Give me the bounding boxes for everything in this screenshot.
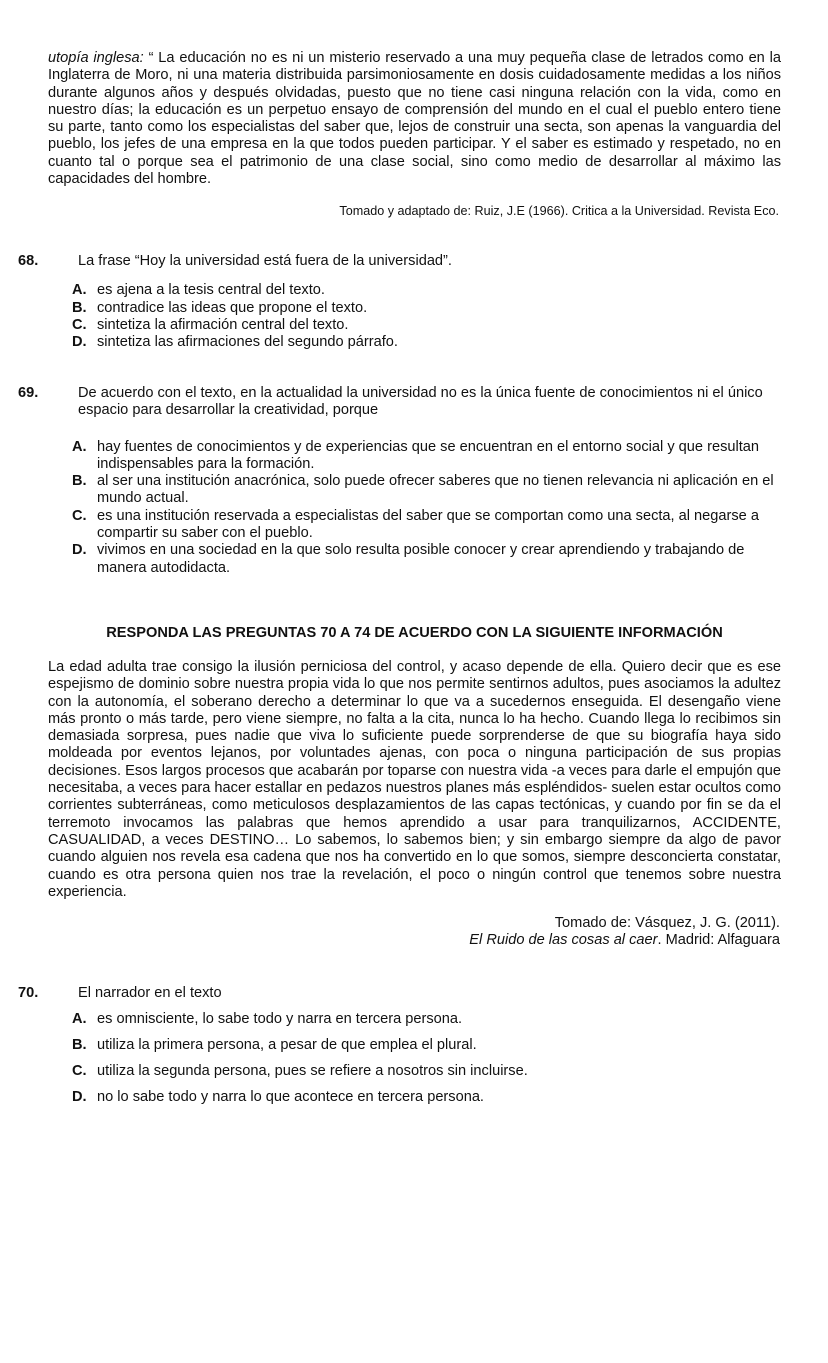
option-letter: B. <box>72 473 87 490</box>
passage-2-source-line-2 <box>48 932 780 949</box>
question-69-number: 69. <box>18 385 39 401</box>
passage-1-source: Tomado y adaptado de: Ruiz, J.E (1966). Critica a la Universidad. Revista Eco. <box>339 204 779 218</box>
option-letter: C. <box>72 507 87 524</box>
question-70-text: El narrador en el texto <box>78 985 222 1001</box>
option-letter: D. <box>72 542 87 559</box>
question-70-option-c[interactable] <box>48 1063 781 1080</box>
passage-2-source <box>48 915 780 950</box>
question-70 <box>18 985 781 1106</box>
option-letter: C. <box>72 1063 87 1080</box>
option-letter: A. <box>72 282 87 299</box>
option-text: es una institución reservada a especialistas del saber que se comportan como una secta, al negarse a compartir su saber con el pueblo. <box>97 507 759 542</box>
option-text: al ser una institución anacrónica, solo puede ofrecer saberes que no tienen relevancia ni aplicación en el mundo actual. <box>97 473 774 507</box>
question-68-option-b[interactable] <box>48 300 781 317</box>
passage-1-italic-lead: utopía inglesa: <box>48 50 144 66</box>
question-69-option-d[interactable] <box>48 542 781 577</box>
option-text: es omnisciente, lo sabe todo y narra en tercera persona. <box>97 1011 463 1028</box>
question-69-option-c[interactable] <box>48 508 781 543</box>
section-heading: RESPONDA LAS PREGUNTAS 70 A 74 DE ACUERDO CON LA SIGUIENTE INFORMACIÓN <box>106 625 723 641</box>
option-letter: C. <box>72 316 87 333</box>
option-letter: A. <box>72 438 87 455</box>
question-70-number: 70. <box>18 985 39 1001</box>
option-text: sintetiza las afirmaciones del segundo párrafo. <box>97 334 398 351</box>
passage-1-text: “ La educación no es ni un misterio reservado a una muy pequeña clase de letrados como en la Inglaterra de Moro, ni una materia distribuida parsimoniosamente en dosis cuidadosamente medidas a los niños durante algunos años y después olvidadas, puesto que no tiene casi ninguna relación con la vida, como en nuestro días; la educación es un perpetuo ensayo de comprensión del mundo en el cual el pueblo entero tiene su parte, tanto como los especialistas del saber que, lejos de construir una secta, son apenas la vanguardia del pueblo, los jefes de una empresa en la que todos pueden participar. Y el saber es estimado y respetado, no en cuanto tal o porque sea el patrimonio de una clase social, sino como medio de desarrollar al máximo las capacidades del hombre. <box>48 50 782 188</box>
question-70-stem <box>18 985 781 1002</box>
question-70-option-a[interactable] <box>48 1011 781 1028</box>
option-text: sintetiza la afirmación central del texto. <box>97 316 349 333</box>
option-text: contradice las ideas que propone el texto. <box>97 299 368 316</box>
question-68-stem <box>18 253 781 270</box>
question-68-option-d[interactable] <box>48 334 781 351</box>
question-70-option-d[interactable] <box>48 1089 781 1106</box>
option-letter: B. <box>72 1037 87 1054</box>
question-68-number: 68. <box>18 253 39 269</box>
option-letter: B. <box>72 299 87 316</box>
source-publisher: . Madrid: Alfaguara <box>657 932 780 949</box>
option-text: vivimos en una sociedad en la que solo resulta posible conocer y crear aprendiendo y trabajando de manera autodidacta. <box>97 542 745 576</box>
question-68-option-a[interactable] <box>48 282 781 299</box>
question-69-stem <box>18 385 781 420</box>
passage-2-source-line-1: Tomado de: Vásquez, J. G. (2011). <box>554 915 780 931</box>
question-68-text: La frase “Hoy la universidad está fuera de la universidad”. <box>78 253 452 269</box>
option-text: es ajena a la tesis central del texto. <box>97 282 325 299</box>
option-text: hay fuentes de conocimientos y de experiencias que se encuentran en el entorno social y que resultan indispensables para la formación. <box>97 438 760 472</box>
option-letter: D. <box>72 1088 87 1105</box>
option-letter: A. <box>72 1011 87 1028</box>
option-letter: D. <box>72 334 87 351</box>
question-69-text: De acuerdo con el texto, en la actualidad la universidad no es la única fuente de conocimientos ni el único espacio para desarrollar la creatividad, porque <box>78 385 763 419</box>
source-book-title: El Ruido de las cosas al caer <box>469 932 658 949</box>
question-69 <box>18 385 781 577</box>
question-70-option-b[interactable] <box>48 1037 781 1054</box>
question-69-option-b[interactable] <box>48 473 781 508</box>
passage-1 <box>48 50 781 188</box>
passage-2: La edad adulta trae consigo la ilusión perniciosa del control, y acaso depende de ella. Quiero decir que es ese espejismo de dominio sobre nuestra propia vida lo que nos permite sentirnos adultos, pues asociamos la adultez con la autonomía, el soberano derecho a determinar lo que va a sucedernos enseguida. El desengaño viene más pronto o más tarde, pero viene siempre, no falta a la cita, nunca lo ha hecho. Cuando llega lo recibimos sin demasiada sorpresa, pues nadie que viva lo suficiente puede sorprenderse de que su biografía haya sido moldeada por eventos lejanos, por voluntades ajenas, con poca o ninguna participación de sus propias decisiones. Esos largos procesos que acabarán por toparse con nuestra vida -a veces para darle el empujón que necesitaba, a veces para hacer estallar en pedazos nuestros planes más espléndidos- suelen estar ocultos como corrientes subterráneas, como meticulosos desplazamientos de las capas tectónicas, y cuando por fin se da el terremoto invocamos las palabras que hemos aprendido a usar para tranquilizarnos, ACCIDENTE, CASUALIDAD, a veces DESTINO… Lo sabemos, lo sabemos bien; y sin embargo siempre da algo de pavor cuando alguien nos revela esa cadena que nos ha convertido en lo que somos, siempre desconcierta constatar, cuando es otra persona quien nos trae la revelación, el poco o ningún control que tenemos sobre nuestra experiencia. <box>48 659 781 900</box>
question-68 <box>18 253 781 351</box>
question-69-option-a[interactable] <box>48 439 781 474</box>
option-text: no lo sabe todo y narra lo que acontece en tercera persona. <box>97 1088 484 1105</box>
option-text: utiliza la primera persona, a pesar de que emplea el plural. <box>97 1037 477 1054</box>
question-68-option-c[interactable] <box>48 317 781 334</box>
option-text: utiliza la segunda persona, pues se refiere a nosotros sin incluirse. <box>97 1063 528 1080</box>
